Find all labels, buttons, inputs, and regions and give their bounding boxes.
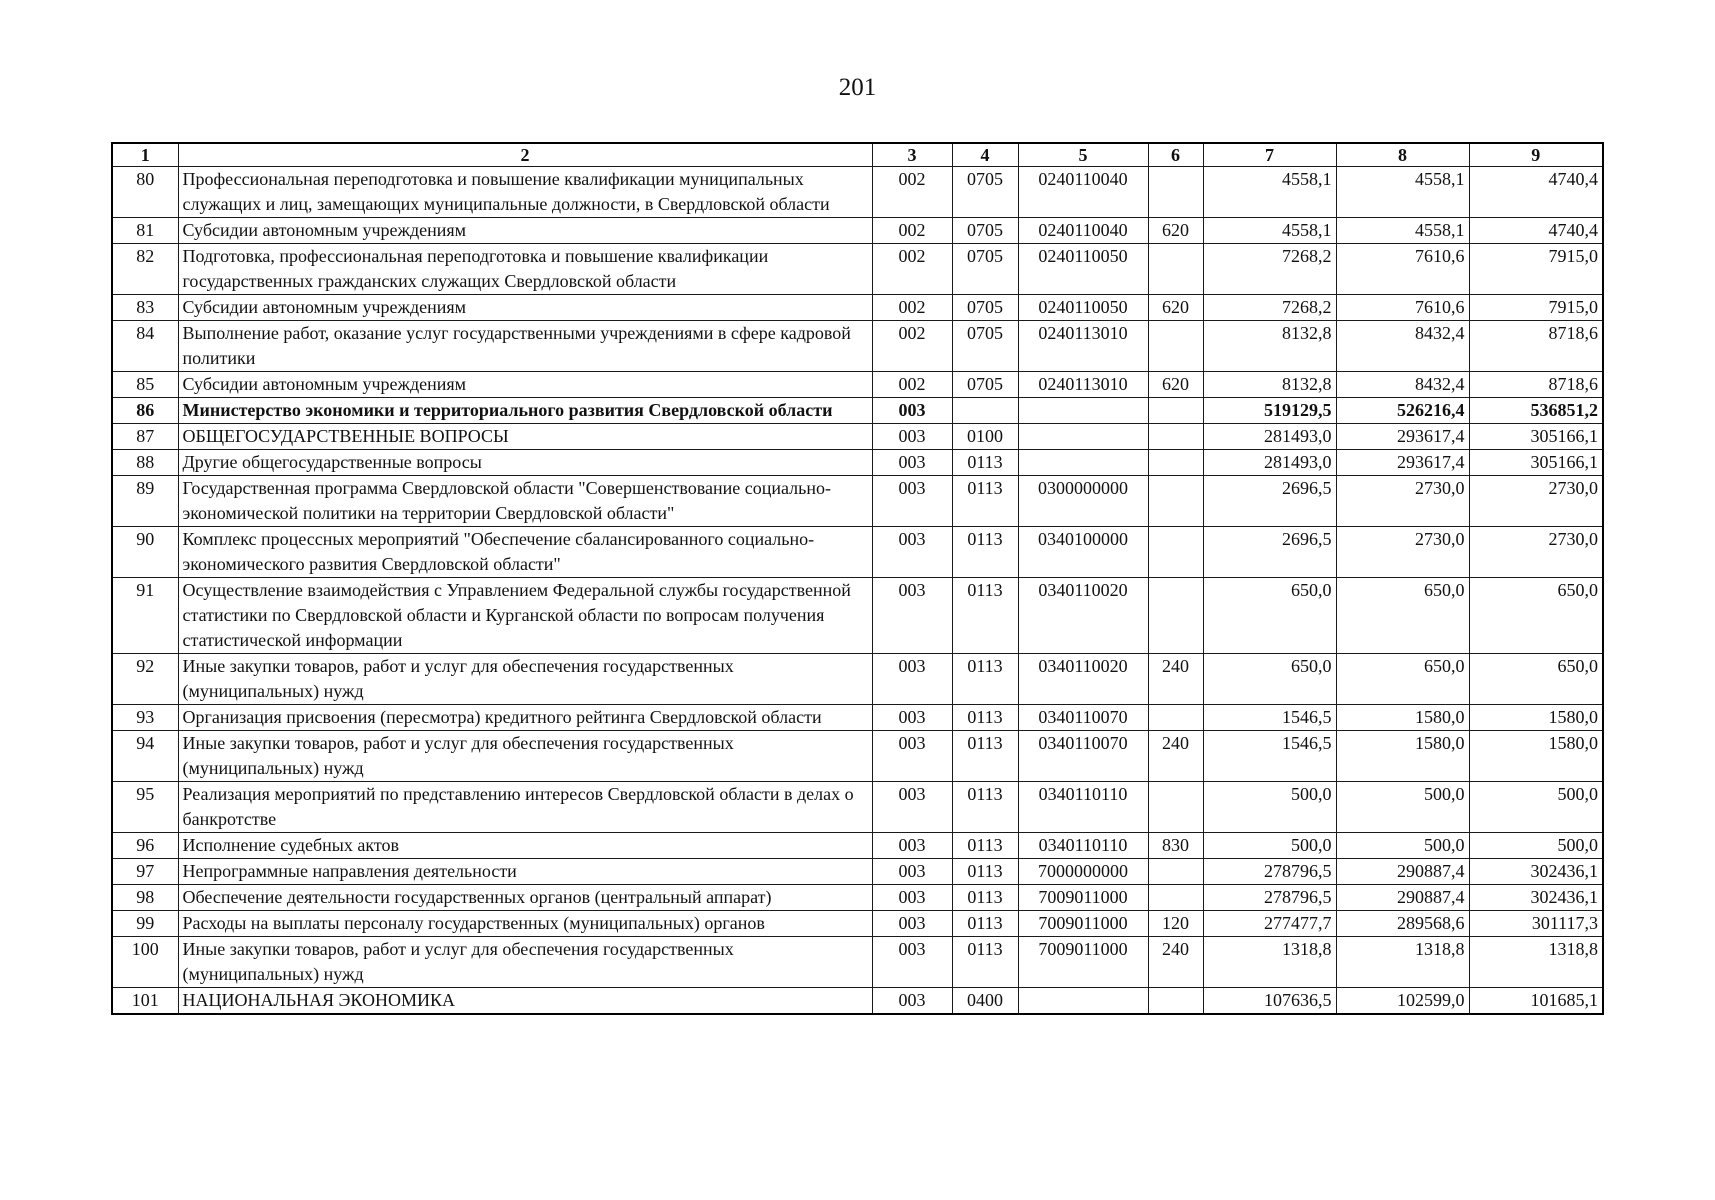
section-code <box>952 398 1018 424</box>
amount-col7: 4558,1 <box>1203 218 1336 244</box>
row-number: 80 <box>112 167 178 218</box>
row-name: Обеспечение деятельности государственных органов (центральный аппарат) <box>178 885 872 911</box>
target-article-code: 0240110040 <box>1018 218 1148 244</box>
amount-col7: 7268,2 <box>1203 244 1336 295</box>
row-name: ОБЩЕГОСУДАРСТВЕННЫЕ ВОПРОСЫ <box>178 424 872 450</box>
admin-code: 003 <box>872 424 952 450</box>
table-row <box>112 731 1603 782</box>
amount-col9: 7915,0 <box>1469 295 1603 321</box>
header-cell: 8 <box>1336 143 1469 167</box>
target-article-code <box>1018 988 1148 1015</box>
table-row <box>112 988 1603 1015</box>
amount-col7: 8132,8 <box>1203 372 1336 398</box>
header-cell: 3 <box>872 143 952 167</box>
row-name: НАЦИОНАЛЬНАЯ ЭКОНОМИКА <box>178 988 872 1015</box>
row-number: 97 <box>112 859 178 885</box>
amount-col9: 536851,2 <box>1469 398 1603 424</box>
amount-col7: 278796,5 <box>1203 859 1336 885</box>
amount-col8: 4558,1 <box>1336 218 1469 244</box>
row-number: 83 <box>112 295 178 321</box>
expense-type-code <box>1148 450 1203 476</box>
target-article-code: 0240110050 <box>1018 295 1148 321</box>
section-code: 0705 <box>952 167 1018 218</box>
target-article-code: 0340100000 <box>1018 527 1148 578</box>
amount-col9: 650,0 <box>1469 578 1603 654</box>
row-number: 100 <box>112 937 178 988</box>
expense-type-code <box>1148 527 1203 578</box>
amount-col9: 8718,6 <box>1469 321 1603 372</box>
amount-col9: 4740,4 <box>1469 218 1603 244</box>
admin-code: 002 <box>872 167 952 218</box>
row-number: 89 <box>112 476 178 527</box>
admin-code: 002 <box>872 321 952 372</box>
amount-col8: 289568,6 <box>1336 911 1469 937</box>
expense-type-code: 120 <box>1148 911 1203 937</box>
section-code: 0113 <box>952 527 1018 578</box>
target-article-code: 7009011000 <box>1018 937 1148 988</box>
row-name: Профессиональная переподготовка и повышение квалификации муниципальных служащих и лиц, замещающих муниципальные должности, в Свердловской области <box>178 167 872 218</box>
amount-col9: 305166,1 <box>1469 424 1603 450</box>
amount-col8: 8432,4 <box>1336 372 1469 398</box>
amount-col9: 1318,8 <box>1469 937 1603 988</box>
admin-code: 003 <box>872 937 952 988</box>
amount-col7: 281493,0 <box>1203 450 1336 476</box>
section-code: 0113 <box>952 833 1018 859</box>
table-row <box>112 398 1603 424</box>
row-number: 84 <box>112 321 178 372</box>
admin-code: 003 <box>872 731 952 782</box>
amount-col8: 8432,4 <box>1336 321 1469 372</box>
expense-type-code <box>1148 782 1203 833</box>
amount-col7: 278796,5 <box>1203 885 1336 911</box>
admin-code: 003 <box>872 527 952 578</box>
table-row <box>112 833 1603 859</box>
amount-col9: 500,0 <box>1469 782 1603 833</box>
amount-col8: 500,0 <box>1336 782 1469 833</box>
amount-col9: 302436,1 <box>1469 859 1603 885</box>
row-name: Иные закупки товаров, работ и услуг для обеспечения государственных (муниципальных) нужд <box>178 937 872 988</box>
section-code: 0705 <box>952 218 1018 244</box>
target-article-code: 0240110040 <box>1018 167 1148 218</box>
admin-code: 003 <box>872 578 952 654</box>
expense-type-code: 240 <box>1148 731 1203 782</box>
budget-table <box>111 142 1604 1015</box>
table-row <box>112 321 1603 372</box>
section-code: 0705 <box>952 321 1018 372</box>
row-name: Осуществление взаимодействия с Управлением Федеральной службы государственной статистики по Свердловской области и Курганской области по вопросам получения статистической информации <box>178 578 872 654</box>
target-article-code: 0240113010 <box>1018 372 1148 398</box>
amount-col9: 7915,0 <box>1469 244 1603 295</box>
table-body <box>112 167 1603 1015</box>
target-article-code: 7009011000 <box>1018 885 1148 911</box>
amount-col8: 293617,4 <box>1336 450 1469 476</box>
target-article-code: 0340110110 <box>1018 833 1148 859</box>
admin-code: 003 <box>872 988 952 1015</box>
table-row <box>112 859 1603 885</box>
admin-code: 003 <box>872 450 952 476</box>
row-number: 91 <box>112 578 178 654</box>
amount-col7: 2696,5 <box>1203 527 1336 578</box>
row-number: 101 <box>112 988 178 1015</box>
amount-col7: 277477,7 <box>1203 911 1336 937</box>
table-row <box>112 705 1603 731</box>
table-row <box>112 167 1603 218</box>
header-cell: 9 <box>1469 143 1603 167</box>
section-code: 0113 <box>952 782 1018 833</box>
table-row <box>112 295 1603 321</box>
section-code: 0113 <box>952 654 1018 705</box>
target-article-code <box>1018 450 1148 476</box>
amount-col9: 4740,4 <box>1469 167 1603 218</box>
amount-col8: 1580,0 <box>1336 731 1469 782</box>
amount-col9: 2730,0 <box>1469 476 1603 527</box>
expense-type-code: 240 <box>1148 937 1203 988</box>
amount-col7: 500,0 <box>1203 782 1336 833</box>
target-article-code: 0340110070 <box>1018 705 1148 731</box>
expense-type-code: 830 <box>1148 833 1203 859</box>
section-code: 0113 <box>952 859 1018 885</box>
admin-code: 003 <box>872 859 952 885</box>
amount-col8: 2730,0 <box>1336 476 1469 527</box>
row-number: 96 <box>112 833 178 859</box>
row-number: 85 <box>112 372 178 398</box>
admin-code: 002 <box>872 218 952 244</box>
row-name: Иные закупки товаров, работ и услуг для обеспечения государственных (муниципальных) нужд <box>178 731 872 782</box>
amount-col7: 650,0 <box>1203 578 1336 654</box>
amount-col9: 8718,6 <box>1469 372 1603 398</box>
expense-type-code <box>1148 244 1203 295</box>
section-code: 0100 <box>952 424 1018 450</box>
target-article-code: 0340110020 <box>1018 654 1148 705</box>
amount-col9: 301117,3 <box>1469 911 1603 937</box>
table-row <box>112 424 1603 450</box>
row-name: Субсидии автономным учреждениям <box>178 218 872 244</box>
amount-col7: 500,0 <box>1203 833 1336 859</box>
expense-type-code <box>1148 476 1203 527</box>
amount-col7: 1546,5 <box>1203 731 1336 782</box>
amount-col9: 1580,0 <box>1469 705 1603 731</box>
table-row <box>112 372 1603 398</box>
row-name: Государственная программа Свердловской области "Совершенствование социально-экономической политики на территории Свердловской области" <box>178 476 872 527</box>
header-cell: 5 <box>1018 143 1148 167</box>
row-name: Другие общегосударственные вопросы <box>178 450 872 476</box>
row-name: Субсидии автономным учреждениям <box>178 295 872 321</box>
section-code: 0113 <box>952 476 1018 527</box>
section-code: 0113 <box>952 937 1018 988</box>
amount-col9: 650,0 <box>1469 654 1603 705</box>
amount-col8: 500,0 <box>1336 833 1469 859</box>
expense-type-code <box>1148 578 1203 654</box>
admin-code: 003 <box>872 705 952 731</box>
amount-col7: 519129,5 <box>1203 398 1336 424</box>
admin-code: 003 <box>872 654 952 705</box>
target-article-code: 0340110070 <box>1018 731 1148 782</box>
admin-code: 002 <box>872 372 952 398</box>
amount-col7: 8132,8 <box>1203 321 1336 372</box>
row-number: 93 <box>112 705 178 731</box>
admin-code: 003 <box>872 782 952 833</box>
amount-col7: 1318,8 <box>1203 937 1336 988</box>
target-article-code: 0240113010 <box>1018 321 1148 372</box>
amount-col8: 102599,0 <box>1336 988 1469 1015</box>
expense-type-code: 240 <box>1148 654 1203 705</box>
section-code: 0705 <box>952 244 1018 295</box>
row-number: 98 <box>112 885 178 911</box>
amount-col9: 2730,0 <box>1469 527 1603 578</box>
amount-col8: 650,0 <box>1336 654 1469 705</box>
expense-type-code <box>1148 424 1203 450</box>
amount-col8: 293617,4 <box>1336 424 1469 450</box>
table-row <box>112 450 1603 476</box>
amount-col8: 650,0 <box>1336 578 1469 654</box>
table-row <box>112 218 1603 244</box>
header-cell: 2 <box>178 143 872 167</box>
admin-code: 002 <box>872 244 952 295</box>
expense-type-code <box>1148 705 1203 731</box>
amount-col8: 2730,0 <box>1336 527 1469 578</box>
target-article-code: 0340110020 <box>1018 578 1148 654</box>
row-name: Выполнение работ, оказание услуг государственными учреждениями в сфере кадровой политики <box>178 321 872 372</box>
header-cell: 4 <box>952 143 1018 167</box>
table-row <box>112 911 1603 937</box>
row-name: Непрограммные направления деятельности <box>178 859 872 885</box>
row-name: Субсидии автономным учреждениям <box>178 372 872 398</box>
target-article-code: 0300000000 <box>1018 476 1148 527</box>
row-number: 88 <box>112 450 178 476</box>
table-row <box>112 937 1603 988</box>
row-number: 90 <box>112 527 178 578</box>
admin-code: 002 <box>872 295 952 321</box>
section-code: 0113 <box>952 578 1018 654</box>
row-number: 94 <box>112 731 178 782</box>
header-row <box>112 143 1603 167</box>
amount-col8: 7610,6 <box>1336 295 1469 321</box>
row-number: 87 <box>112 424 178 450</box>
page-number: 201 <box>838 74 877 101</box>
target-article-code: 7000000000 <box>1018 859 1148 885</box>
expense-type-code: 620 <box>1148 372 1203 398</box>
section-code: 0113 <box>952 731 1018 782</box>
amount-col8: 290887,4 <box>1336 859 1469 885</box>
amount-col7: 2696,5 <box>1203 476 1336 527</box>
amount-col8: 4558,1 <box>1336 167 1469 218</box>
row-name: Исполнение судебных актов <box>178 833 872 859</box>
amount-col8: 290887,4 <box>1336 885 1469 911</box>
section-code: 0113 <box>952 911 1018 937</box>
row-name: Комплекс процессных мероприятий "Обеспечение сбалансированного социально-экономического развития Свердловской области" <box>178 527 872 578</box>
table-row <box>112 578 1603 654</box>
row-name: Реализация мероприятий по представлению интересов Свердловской области в делах о банкротстве <box>178 782 872 833</box>
row-number: 86 <box>112 398 178 424</box>
amount-col8: 7610,6 <box>1336 244 1469 295</box>
table-row <box>112 244 1603 295</box>
expense-type-code <box>1148 859 1203 885</box>
amount-col7: 1546,5 <box>1203 705 1336 731</box>
row-number: 81 <box>112 218 178 244</box>
admin-code: 003 <box>872 833 952 859</box>
table-row <box>112 782 1603 833</box>
section-code: 0113 <box>952 450 1018 476</box>
amount-col7: 107636,5 <box>1203 988 1336 1015</box>
section-code: 0400 <box>952 988 1018 1015</box>
amount-col8: 526216,4 <box>1336 398 1469 424</box>
section-code: 0113 <box>952 885 1018 911</box>
row-name: Подготовка, профессиональная переподготовка и повышение квалификации государственных гражданских служащих Свердловской области <box>178 244 872 295</box>
admin-code: 003 <box>872 398 952 424</box>
table-row <box>112 654 1603 705</box>
target-article-code: 7009011000 <box>1018 911 1148 937</box>
row-number: 95 <box>112 782 178 833</box>
admin-code: 003 <box>872 911 952 937</box>
target-article-code <box>1018 398 1148 424</box>
row-name: Расходы на выплаты персоналу государственных (муниципальных) органов <box>178 911 872 937</box>
table-row <box>112 476 1603 527</box>
expense-type-code <box>1148 988 1203 1015</box>
amount-col9: 500,0 <box>1469 833 1603 859</box>
target-article-code <box>1018 424 1148 450</box>
row-number: 92 <box>112 654 178 705</box>
row-name: Министерство экономики и территориального развития Свердловской области <box>178 398 872 424</box>
section-code: 0705 <box>952 372 1018 398</box>
header-cell: 6 <box>1148 143 1203 167</box>
row-name: Организация присвоения (пересмотра) кредитного рейтинга Свердловской области <box>178 705 872 731</box>
header-cell: 7 <box>1203 143 1336 167</box>
amount-col8: 1318,8 <box>1336 937 1469 988</box>
expense-type-code <box>1148 167 1203 218</box>
section-code: 0113 <box>952 705 1018 731</box>
expense-type-code <box>1148 885 1203 911</box>
row-name: Иные закупки товаров, работ и услуг для обеспечения государственных (муниципальных) нужд <box>178 654 872 705</box>
target-article-code: 0240110050 <box>1018 244 1148 295</box>
amount-col7: 4558,1 <box>1203 167 1336 218</box>
amount-col9: 305166,1 <box>1469 450 1603 476</box>
amount-col9: 101685,1 <box>1469 988 1603 1015</box>
section-code: 0705 <box>952 295 1018 321</box>
amount-col8: 1580,0 <box>1336 705 1469 731</box>
expense-type-code <box>1148 321 1203 372</box>
amount-col7: 7268,2 <box>1203 295 1336 321</box>
table-row <box>112 885 1603 911</box>
amount-col9: 302436,1 <box>1469 885 1603 911</box>
expense-type-code <box>1148 398 1203 424</box>
amount-col7: 281493,0 <box>1203 424 1336 450</box>
expense-type-code: 620 <box>1148 218 1203 244</box>
header-cell: 1 <box>112 143 178 167</box>
admin-code: 003 <box>872 885 952 911</box>
admin-code: 003 <box>872 476 952 527</box>
expense-type-code: 620 <box>1148 295 1203 321</box>
table-row <box>112 527 1603 578</box>
row-number: 99 <box>112 911 178 937</box>
row-number: 82 <box>112 244 178 295</box>
amount-col9: 1580,0 <box>1469 731 1603 782</box>
amount-col7: 650,0 <box>1203 654 1336 705</box>
target-article-code: 0340110110 <box>1018 782 1148 833</box>
